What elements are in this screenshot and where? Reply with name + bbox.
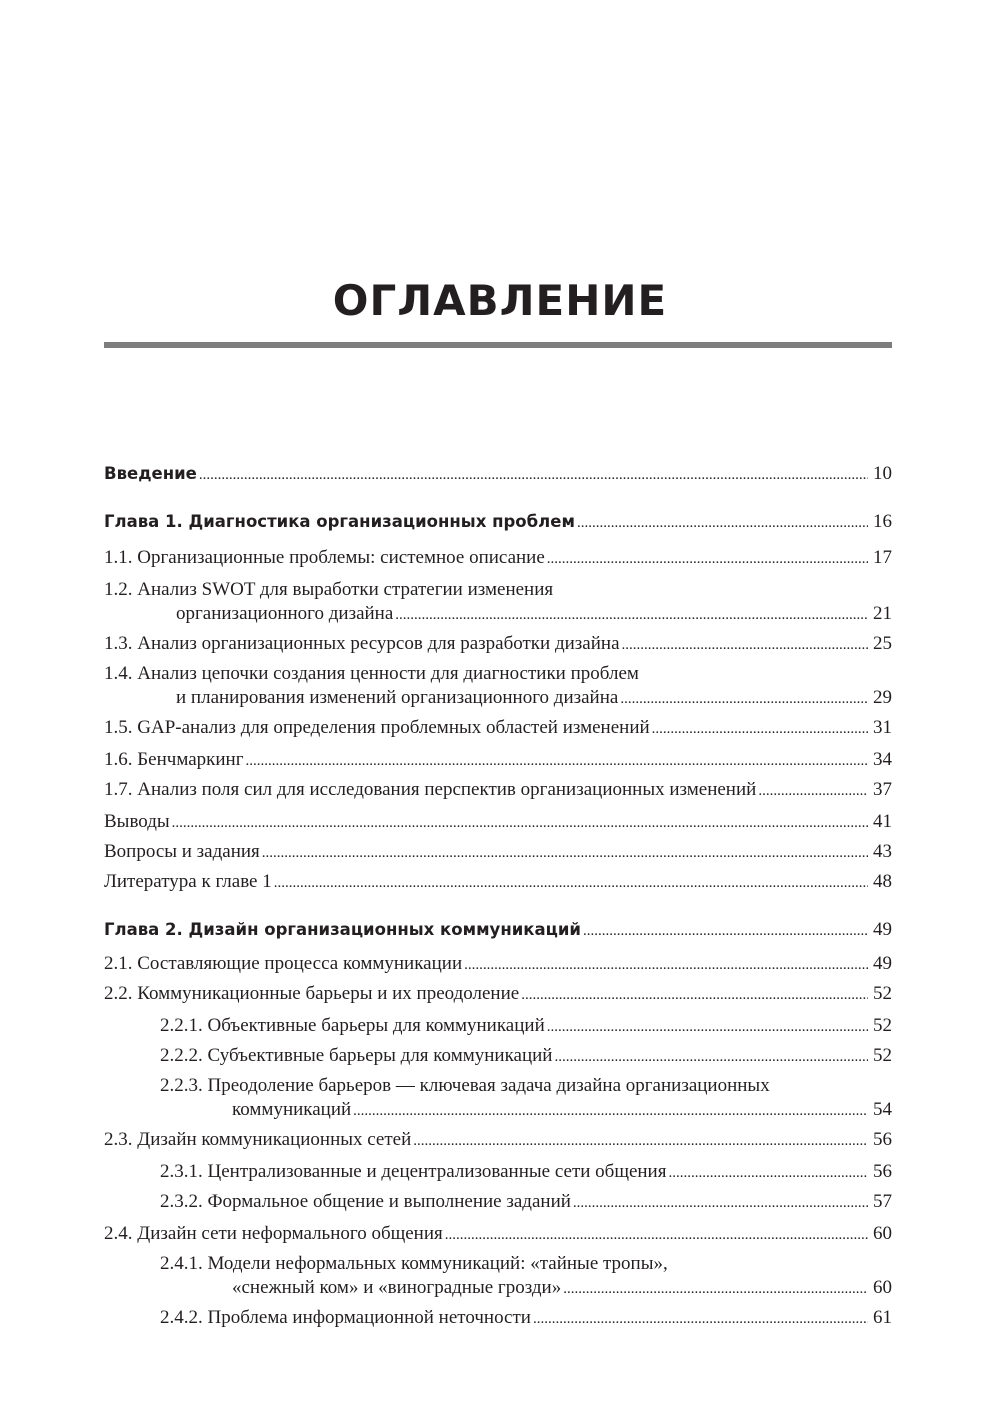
toc-entry-title: Введение [104, 464, 197, 483]
dot-leader [395, 603, 868, 627]
dot-leader [554, 1045, 868, 1069]
dot-leader [445, 1223, 868, 1247]
toc-entry [104, 1222, 892, 1247]
toc-entry [104, 1014, 892, 1039]
toc-entry-title: 1.6. Бенчмаркинг [104, 749, 244, 770]
toc-entry-title: Выводы [104, 811, 170, 832]
toc-page-number: 56 [873, 1161, 892, 1182]
toc-entry [104, 982, 892, 1007]
dot-leader [464, 953, 868, 977]
toc-entry [104, 716, 892, 741]
dot-leader [262, 841, 868, 865]
toc-entry-title: 2.2.1. Объективные барьеры для коммуникаций [160, 1015, 545, 1036]
toc-page-number: 41 [873, 811, 892, 832]
toc-entry-title: организационного дизайна [176, 603, 394, 624]
toc-entry [104, 748, 892, 773]
toc-chapter-entry [104, 918, 892, 943]
toc-page-number: 60 [873, 1223, 892, 1244]
toc-entry-title: и планирования изменений организационного дизайна [176, 687, 619, 708]
toc-page-number: 56 [873, 1129, 892, 1150]
toc-page-number: 17 [873, 547, 892, 568]
dot-leader [172, 811, 868, 835]
toc-entry-title: «снежный ком» и «виноградные грозди» [232, 1277, 562, 1298]
toc-page-number: 49 [873, 953, 892, 974]
page-title: ОГЛАВЛЕНИЕ [332, 276, 668, 325]
toc-chapter-entry [104, 510, 892, 535]
toc-entry-title: 1.3. Анализ организационных ресурсов для разработки дизайна [104, 633, 620, 654]
toc-entry [104, 1074, 892, 1123]
toc-entry-title: 1.7. Анализ поля сил для исследования перспектив организационных изменений [104, 779, 757, 800]
toc-entry [104, 1160, 892, 1185]
toc-entry-text-line: 1.4. Анализ цепочки создания ценности для диагностики проблем [104, 663, 639, 684]
toc-entry-title: Глава 1. Диагностика организационных проблем [104, 512, 575, 531]
toc-entry-text-line: 2.2.3. Преодоление барьеров — ключевая задача дизайна организационных [160, 1075, 770, 1096]
toc-page-number: 31 [873, 717, 892, 738]
toc-page-number: 34 [873, 749, 892, 770]
title-rule [104, 342, 892, 348]
toc-entry-text-line: 1.2. Анализ SWOT для выработки стратегии изменения [104, 579, 554, 600]
toc-entry-title: 2.3. Дизайн коммуникационных сетей [104, 1129, 412, 1150]
dot-leader [620, 687, 868, 711]
dot-leader [274, 871, 868, 895]
dot-leader [563, 1277, 868, 1301]
toc-page-number: 37 [873, 779, 892, 800]
toc-entry [104, 870, 892, 895]
toc-entry-title: 2.2.2. Субъективные барьеры для коммуникаций [160, 1045, 553, 1066]
toc-entry [104, 1252, 892, 1301]
toc-entry-text-line: 2.4.1. Модели неформальных коммуникаций: «тайные тропы», [160, 1253, 668, 1274]
toc-page-number: 16 [873, 511, 892, 532]
toc-chapter-entry [104, 462, 892, 487]
toc-page-number: 49 [873, 919, 892, 940]
toc-page-number: 29 [873, 687, 892, 708]
toc-entry-title: Литература к главе 1 [104, 871, 272, 892]
toc-entry-title: 2.4. Дизайн сети неформального общения [104, 1223, 443, 1244]
toc-entry [104, 778, 892, 803]
dot-leader [521, 983, 868, 1007]
toc-page-number: 48 [873, 871, 892, 892]
toc-entry [104, 952, 892, 977]
toc-page-number: 21 [873, 603, 892, 624]
toc-entry [104, 1190, 892, 1215]
toc-page-number: 52 [873, 1015, 892, 1036]
dot-leader [246, 749, 868, 773]
toc-entry-title: Вопросы и задания [104, 841, 260, 862]
toc-entry-title: 2.2. Коммуникационные барьеры и их преодоление [104, 983, 520, 1004]
toc-entry [104, 662, 892, 711]
toc-entry [104, 1306, 892, 1331]
toc-page-number: 60 [873, 1277, 892, 1298]
toc-page-number: 57 [873, 1191, 892, 1212]
toc-entry [104, 1128, 892, 1153]
dot-leader [758, 779, 868, 803]
toc-entry-title: 2.3.1. Централизованные и децентрализованные сети общения [160, 1161, 667, 1182]
dot-leader [413, 1129, 868, 1153]
toc-entry-title: Глава 2. Дизайн организационных коммуникаций [104, 920, 581, 939]
toc-entry-title: 1.1. Организационные проблемы: системное описание [104, 547, 545, 568]
dot-leader [533, 1307, 868, 1331]
toc-entry [104, 546, 892, 571]
dot-leader [573, 1191, 868, 1215]
dot-leader [547, 1015, 868, 1039]
toc-entry [104, 1044, 892, 1069]
toc-page-number: 52 [873, 983, 892, 1004]
toc-page-number: 43 [873, 841, 892, 862]
dot-leader [547, 547, 868, 571]
toc-entry-title: 1.5. GAP-анализ для определения проблемных областей изменений [104, 717, 650, 738]
toc-entry-title: 2.3.2. Формальное общение и выполнение заданий [160, 1191, 571, 1212]
dot-leader [652, 717, 868, 741]
toc-page-number: 54 [873, 1099, 892, 1120]
dot-leader [353, 1099, 868, 1123]
dot-leader [199, 463, 868, 487]
toc-entry-title: 2.1. Составляющие процесса коммуникации [104, 953, 463, 974]
toc-entry-title: 2.4.2. Проблема информационной неточности [160, 1307, 531, 1328]
toc-page-number: 52 [873, 1045, 892, 1066]
toc-entry [104, 632, 892, 657]
toc-page-number: 61 [873, 1307, 892, 1328]
toc-entry-title: коммуникаций [232, 1099, 352, 1120]
toc-page-number: 10 [873, 463, 892, 484]
dot-leader [668, 1161, 868, 1185]
dot-leader [577, 511, 868, 535]
toc-entry [104, 810, 892, 835]
dot-leader [622, 633, 869, 657]
dot-leader [583, 919, 868, 943]
toc-entry [104, 840, 892, 865]
toc-page-number: 25 [873, 633, 892, 654]
toc-entry [104, 578, 892, 627]
